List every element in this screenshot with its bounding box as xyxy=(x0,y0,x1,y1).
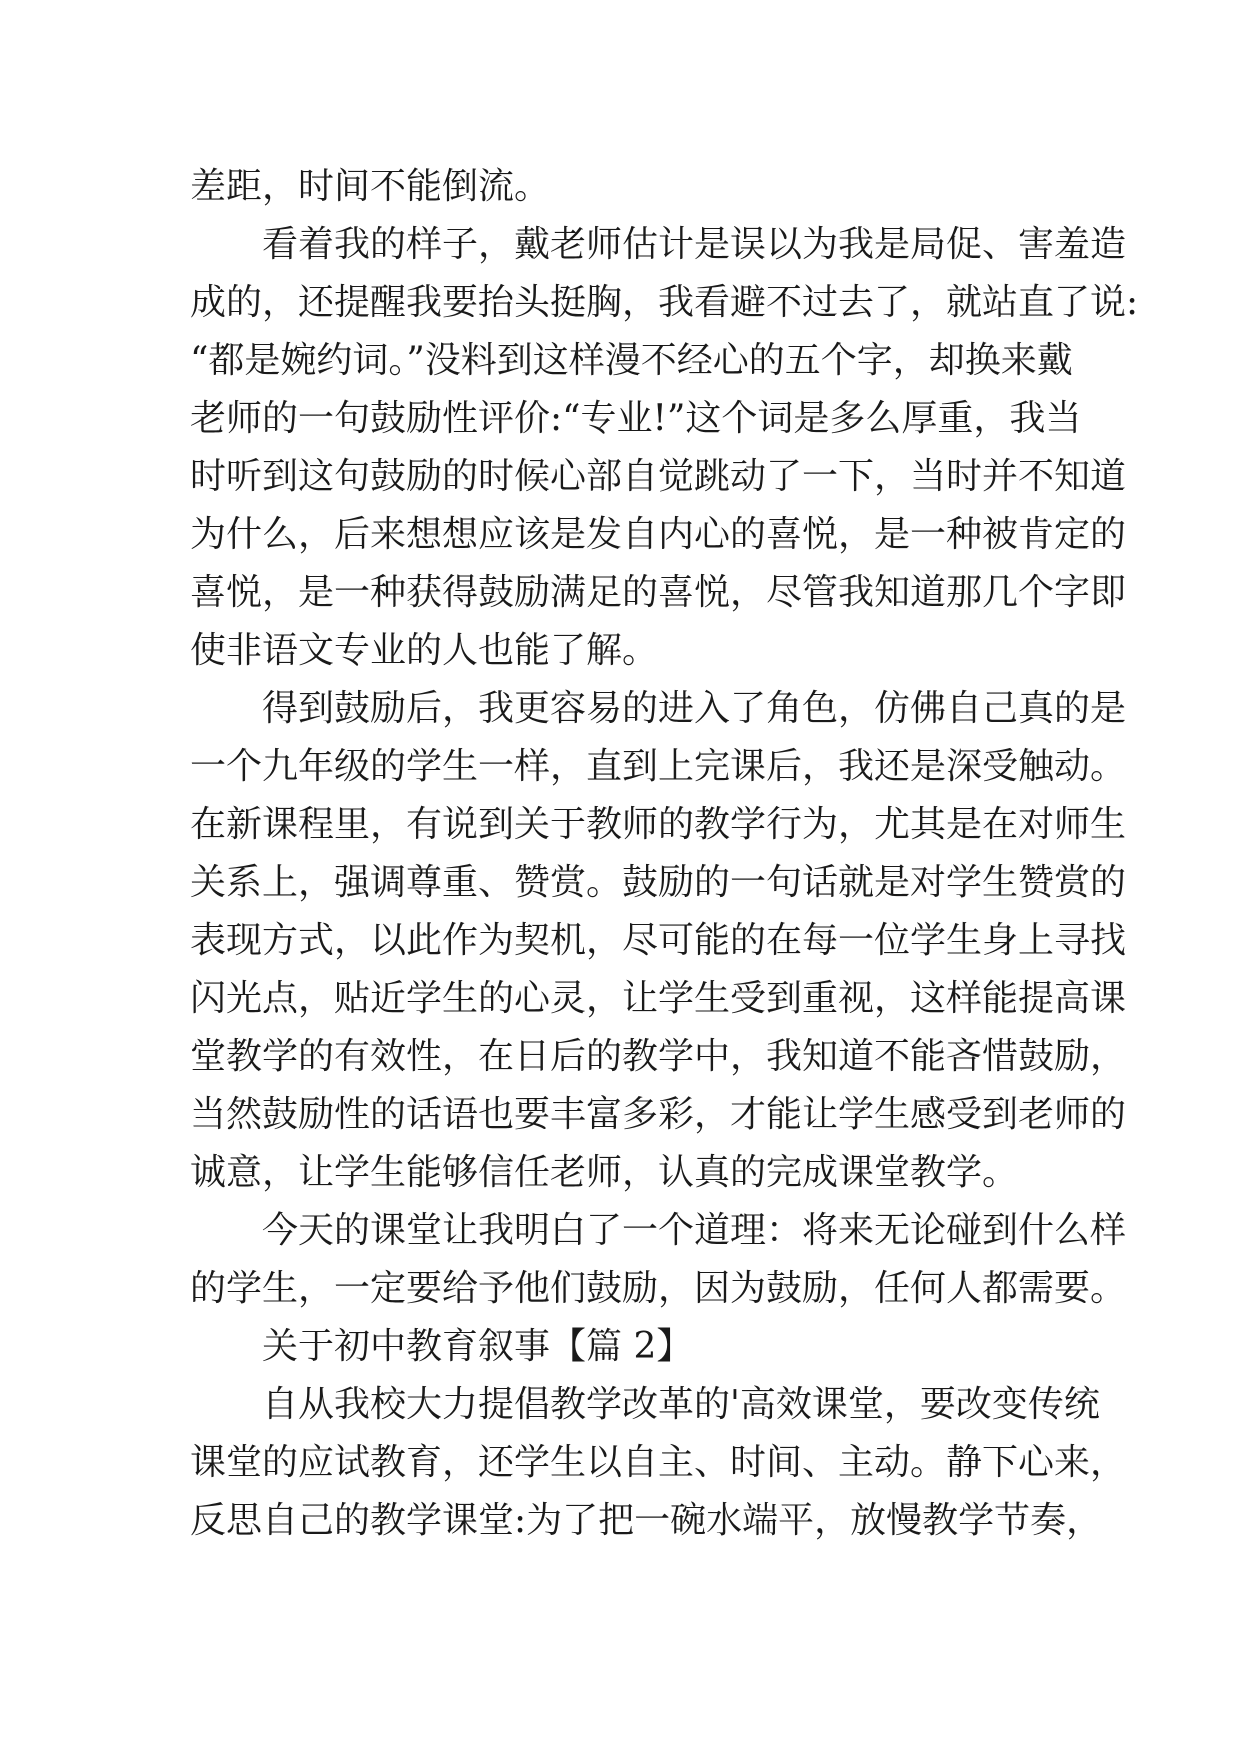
text-line: 为什么，后来想想应该是发自内心的喜悦，是一种被肯定的 xyxy=(190,514,1127,555)
text-line: 的学生，一定要给予他们鼓励，因为鼓励，任何人都需要。 xyxy=(190,1268,1127,1309)
text-line: 堂教学的有效性，在日后的教学中，我知道不能吝惜鼓励， xyxy=(190,1036,1127,1077)
text-line: 一个九年级的学生一样，直到上完课后，我还是深受触动。 xyxy=(190,746,1127,787)
text-line: 在新课程里，有说到关于教师的教学行为，尤其是在对师生 xyxy=(190,804,1127,845)
text-line: 老师的一句鼓励性评价:“专业!”这个词是多么厚重，我当 xyxy=(190,398,1082,439)
text-line: 关系上，强调尊重、赞赏。鼓励的一句话就是对学生赞赏的 xyxy=(190,862,1127,903)
text-line: 成的，还提醒我要抬头挺胸，我看避不过去了，就站直了说: xyxy=(190,282,1139,323)
paragraph-first-line: 得到鼓励后，我更容易的进入了角色，仿佛自己真的是 xyxy=(262,688,1127,729)
text-line: “都是婉约词。”没料到这样漫不经心的五个字，却换来戴 xyxy=(190,340,1073,381)
paragraph-first-line: 关于初中教育叙事【篇 2】 xyxy=(262,1326,693,1367)
paragraph-first-line: 看着我的样子，戴老师估计是误以为我是局促、害羞造 xyxy=(262,224,1127,265)
text-line: 诚意，让学生能够信任老师，认真的完成课堂教学。 xyxy=(190,1152,1019,1193)
text-line: 表现方式，以此作为契机，尽可能的在每一位学生身上寻找 xyxy=(190,920,1127,961)
text-line: 时听到这句鼓励的时候心部自觉跳动了一下，当时并不知道 xyxy=(190,456,1127,497)
text-line: 闪光点，贴近学生的心灵，让学生受到重视，这样能提高课 xyxy=(190,978,1127,1019)
paragraph-first-line: 今天的课堂让我明白了一个道理：将来无论碰到什么样 xyxy=(262,1210,1127,1251)
paragraph-first-line: 自从我校大力提倡教学改革的'高效课堂，要改变传统 xyxy=(262,1384,1100,1425)
text-line: 反思自己的教学课堂:为了把一碗水端平，放慢教学节奏， xyxy=(190,1500,1103,1541)
body-text xyxy=(190,158,1139,1550)
text-line: 使非语文专业的人也能了解。 xyxy=(190,630,659,671)
text-line: 当然鼓励性的话语也要丰富多彩，才能让学生感受到老师的 xyxy=(190,1094,1127,1135)
text-line: 喜悦，是一种获得鼓励满足的喜悦，尽管我知道那几个字即 xyxy=(190,572,1127,613)
text-line: 课堂的应试教育，还学生以自主、时间、主动。静下心来， xyxy=(190,1442,1127,1483)
text-line: 差距，时间不能倒流。 xyxy=(190,166,551,207)
